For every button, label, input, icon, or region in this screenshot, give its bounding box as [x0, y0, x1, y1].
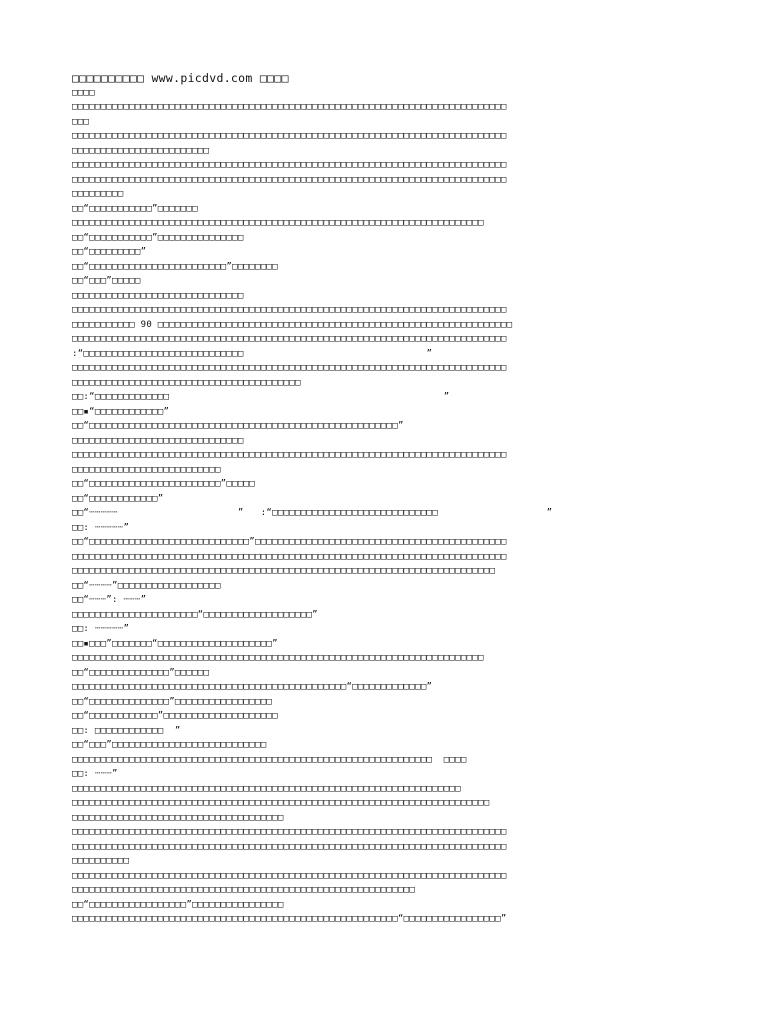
text-line: □□□□□□□□□□□□□□□□□□□□□□□□□□□□□□□□□□□□□□□□□□□□□□□□□□□□□□□□□□□□□□□□□□□□□□□□□□□□ — [72, 450, 507, 460]
text-line: □□“□□□□□□□□□□□□□□□□□”□□□□□□□□□□□□□□□□ — [72, 899, 284, 910]
text-line: □□“□□□□□□□□□□□□□□□□□□□□□□□□□□□□□□□□□□□□□□□□□□□□□□□□□□□□□□” — [72, 421, 404, 431]
text-line: □□□□□□□□□□□ 90 □□□□□□□□□□□□□□□□□□□□□□□□□□□□□□□□□□□□□□□□□□□□□□□□□□□□□□□□□□□□□□ — [72, 319, 513, 330]
text-line: □□□□□□□□□□□□□□□□□□□□□□□□□□□□□□□□□□□□□□□□□□□□□□□□□□□□□□□□□□□□□□□□□□□□□□□□□□ — [72, 566, 496, 576]
text-line: □□□□□□□□□□□□□□□□□□□□□□□□□□□□□□□□□□□□□□□□□□□□□□□□□□□□□□□□□□□□□□□□□□□□□□□□□□□□ — [72, 363, 507, 373]
text-line: □□□□□□□□□□□□□□□□□□□□□□□□□□□□□□□□□□□□□□□□□□□□□□□□□□□□□□□□□□□□□□□□□□□□□□□□ — [72, 653, 484, 663]
text-line: □□□□□□□□□ — [72, 189, 124, 199]
text-line: □□□□□□□□□□□□□□□□□□□□□□□□□□□□□□ — [72, 435, 244, 446]
text-line: □□□□□□□□□□□□□□□□□□□□□□□□□□□□□□□□□□□□□ — [72, 812, 284, 823]
text-line: □□“□□□□□□□□□□□□□□□□□□□□□□□□□□□□”□□□□□□□□□□□□□□□□□□□□□□□□□□□□□□□□□□□□□□□□□□□□ — [72, 537, 507, 547]
text-line: □□□□□□□□□□□□□□□□□□□□□□□□□□□□□□□□□□□□□□□□□□□□□□□□□□□□□□□□□□□□ — [72, 885, 416, 895]
text-line: □□□□□□□□□□□□□□□□□□□□□□□□□□□□□□□□□□□□□□□□□□□□□□□□□□□□□□□□□□□□□□□□□□□□□□□□□□□□ — [72, 131, 507, 141]
text-line: □□□□□□□□□□□□□□□□□□□□□□□□□□□□□□□□□□□□□□□□□□□□□□□□□□□□□□□□□□□□□□□□□□□□□□□□ — [72, 218, 484, 228]
text-line: □□□ — [72, 116, 90, 127]
text-line: □□□□□□□□□□□□□□□□□□□□□□□□□□□□□□□□□□□□□□□□□□□□□□□□□□□□□□□□□□□□□□□□□□□□□□□□□□□□ — [72, 160, 507, 170]
text-line: □□□□□□□□□□ www.picdvd.com □□□□ — [72, 71, 289, 85]
text-line: □□□□□□□□□□□□□□□□□□□□□□□□□□□□□□ — [72, 290, 244, 301]
text-line: □□□□□□□□□□□□□□□□□□□□□□□□□□□□□□□□□□□□□□□□□□□□□□□□“□□□□□□□□□□□□□” — [72, 682, 433, 692]
text-line: □□“□□□□□□□□□□□”□□□□□□□ — [72, 203, 198, 214]
text-line: □□:“□□□□□□□□□□□□□ ” — [72, 392, 450, 402]
text-line: □□“┄┄┄┄┄ ” :“□□□□□□□□□□□□□□□□□□□□□□□□□□□□□ ” — [72, 508, 553, 518]
text-line: □□“□□□”□□□□□ — [72, 276, 141, 286]
text-line: □□“□□□□□□□□□□□□□□□□□□□□□□□□”□□□□□□□□ — [72, 261, 278, 272]
text-line: □□“□□□□□□□□□” — [72, 247, 147, 257]
text-line: :“□□□□□□□□□□□□□□□□□□□□□□□□□□□□ ” — [72, 348, 433, 359]
text-line: □□“□□□□□□□□□□□”□□□□□□□□□□□□□□□ — [72, 232, 244, 243]
text-line: □□□□□□□□□□□□□□□□□□□□□□□□□□□□□□□□□□□□□□□□□□□□□□□□□□□□□□□□□□□□□□□ □□□□ — [72, 754, 467, 765]
text-line: □□□□□□□□□□□□□□□□□□□□□□□□□□□□□□□□□□□□□□□□□□□□□□□□□□□□□□□□□□□□□□□□□□□□□□□□□□□□ — [72, 841, 507, 852]
text-line: □□□□□□□□□□□□□□□□□□□□□□□□□□□□□□□□□□□□□□□□ — [72, 377, 301, 388]
text-line: □□□□□□□□□□□□□□□□□□□□□□□□□□□□□□□□□□□□□□□□□□□□□□□□□□□□□□□□□“□□□□□□□□□□□□□□□□□” — [72, 914, 507, 924]
text-line: □□□□□□□□□□□□□□□□□□□□□□□□ — [72, 145, 210, 156]
text-line: □□□□□□□□□□□□□□□□□□□□□□□□□□□□□□□□□□□□□□□□□□□□□□□□□□□□□□□□□□□□□□□□□□□□ — [72, 783, 461, 794]
text-line: □□□□ — [72, 87, 95, 98]
text-line: □□□□□□□□□□□□□□□□□□□□□□“□□□□□□□□□□□□□□□□□□□” — [72, 609, 318, 620]
text-line: □□□□□□□□□□□□□□□□□□□□□□□□□□□□□□□□□□□□□□□□□□□□□□□□□□□□□□□□□□□□□□□□□□□□□□□□□□□□ — [72, 305, 507, 315]
text-line: □□“┄┄┄┄”□□□□□□□□□□□□□□□□□□ — [72, 580, 221, 591]
text-line: □□□□□□□□□□□□□□□□□□□□□□□□□□ — [72, 464, 221, 475]
text-line: □□“□□□□□□□□□□□□”□□□□□□□□□□□□□□□□□□□□ — [72, 711, 278, 721]
text-line: □□: ┄┄┄┄┄” — [72, 624, 130, 634]
text-line: □□: ┄┄┄” — [72, 769, 118, 779]
text-line: □□□□□□□□□□□□□□□□□□□□□□□□□□□□□□□□□□□□□□□□□□□□□□□□□□□□□□□□□□□□□□□□□□□□□□□□□□□□ — [72, 551, 507, 562]
text-line: □□□□□□□□□□□□□□□□□□□□□□□□□□□□□□□□□□□□□□□□□□□□□□□□□□□□□□□□□□□□□□□□□□□□□□□□□□□□ — [72, 870, 507, 881]
text-line: □□▪“□□□□□□□□□□□□” — [72, 406, 170, 417]
text-line: □□“┄┄┄”: ┄┄┄” — [72, 595, 147, 605]
text-line: □□: ┄┄┄┄┄” — [72, 522, 130, 533]
text-line: □□: □□□□□□□□□□□□ ” — [72, 725, 181, 736]
text-line: □□□□□□□□□□□□□□□□□□□□□□□□□□□□□□□□□□□□□□□□□□□□□□□□□□□□□□□□□□□□□□□□□□□□□□□□□□□□ — [72, 827, 507, 837]
text-line: □□□□□□□□□□□□□□□□□□□□□□□□□□□□□□□□□□□□□□□□□□□□□□□□□□□□□□□□□□□□□□□□□□□□□□□□□□□□ — [72, 174, 507, 185]
text-line: □□□□□□□□□□□□□□□□□□□□□□□□□□□□□□□□□□□□□□□□□□□□□□□□□□□□□□□□□□□□□□□□□□□□□□□□□□□□ — [72, 102, 507, 112]
text-line: □□□□□□□□□□□□□□□□□□□□□□□□□□□□□□□□□□□□□□□□□□□□□□□□□□□□□□□□□□□□□□□□□□□□□□□□□ — [72, 798, 490, 808]
text-line: □□“□□□□□□□□□□□□□□□□□□□□□□□”□□□□□ — [72, 479, 255, 489]
document-page — [72, 71, 698, 927]
text-line: □□“□□□□□□□□□□□□□□”□□□□□□ — [72, 667, 210, 678]
text-line: □□“□□□”□□□□□□□□□□□□□□□□□□□□□□□□□□□ — [72, 740, 267, 750]
text-line: □□“□□□□□□□□□□□□” — [72, 493, 164, 504]
text-line: □□▪□□□”□□□□□□□“□□□□□□□□□□□□□□□□□□□□” — [72, 638, 278, 649]
text-line: □□□□□□□□□□ — [72, 856, 130, 866]
text-line: □□“□□□□□□□□□□□□□□”□□□□□□□□□□□□□□□□□ — [72, 696, 273, 707]
text-line: □□□□□□□□□□□□□□□□□□□□□□□□□□□□□□□□□□□□□□□□□□□□□□□□□□□□□□□□□□□□□□□□□□□□□□□□□□□□ — [72, 334, 507, 344]
